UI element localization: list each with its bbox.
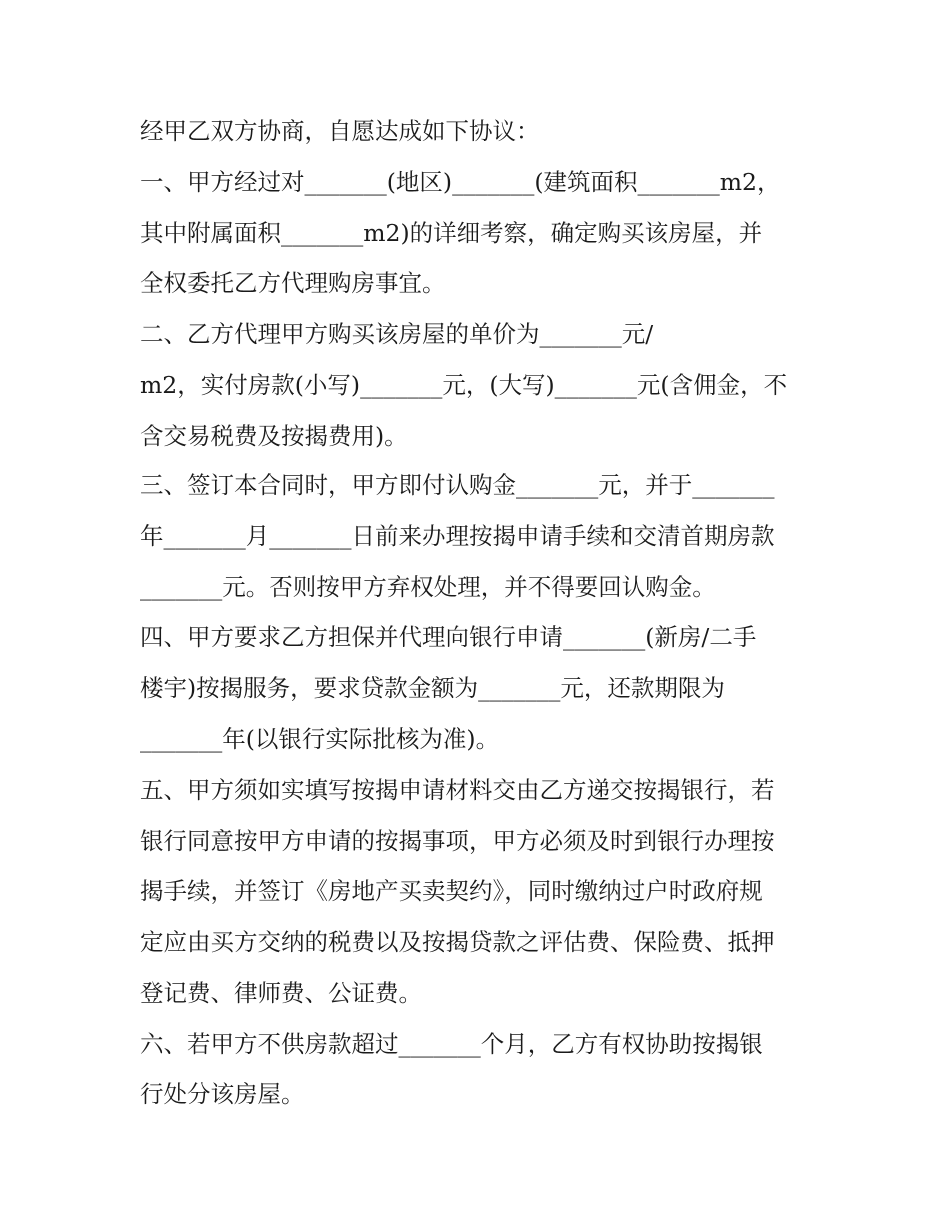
clause-5-line-1: 五、甲方须如实填写按揭申请材料交由乙方递交按揭银行，若: [140, 776, 775, 804]
clause-3-line-3: _______元。否则按甲方弃权处理，并不得要回认购金。: [140, 573, 716, 601]
clause-5-line-2: 银行同意按甲方申请的按揭事项，甲方必须及时到银行办理按: [140, 827, 775, 855]
clause-2-line-3: 含交易税费及按揭费用)。: [140, 422, 408, 450]
agreement-intro: 经甲乙双方协商，自愿达成如下协议：: [140, 117, 540, 145]
clause-2-line-1: 二、乙方代理甲方购买该房屋的单价为_______元/: [140, 320, 654, 348]
clause-5-line-4: 定应由买方交纳的税费以及按揭贷款之评估费、保险费、抵押: [140, 928, 775, 956]
clause-4-line-1: 四、甲方要求乙方担保并代理向银行申请_______(新房/二手: [140, 623, 757, 651]
clause-4-line-3: _______年(以银行实际批核为准)。: [140, 725, 500, 753]
clause-3-line-2: 年_______月_______日前来办理按揭申请手续和交清首期房款: [140, 522, 775, 550]
clause-6-line-1: 六、若甲方不供房款超过_______个月，乙方有权协助按揭银: [140, 1030, 763, 1058]
clause-1-line-2: 其中附属面积_______m2)的详细考察，确定购买该房屋，并: [140, 219, 763, 247]
clause-1-line-3: 全权委托乙方代理购房事宜。: [140, 269, 446, 297]
clause-2-line-2: m2，实付房款(小写)_______元，(大写)_______元(含佣金，不: [140, 371, 788, 399]
clause-6-line-2: 行处分该房屋。: [140, 1080, 305, 1108]
clause-4-line-2: 楼宇)按揭服务，要求贷款金额为_______元，还款期限为: [140, 674, 725, 702]
clause-5-line-5: 登记费、律师费、公证费。: [140, 979, 422, 1007]
clause-3-line-1: 三、签订本合同时，甲方即付认购金_______元，并于_______: [140, 471, 775, 499]
clause-1-line-1: 一、甲方经过对_______(地区)_______(建筑面积_______m2，: [140, 168, 781, 196]
clause-5-line-3: 揭手续，并签订《房地产买卖契约》，同时缴纳过户时政府规: [140, 877, 763, 905]
